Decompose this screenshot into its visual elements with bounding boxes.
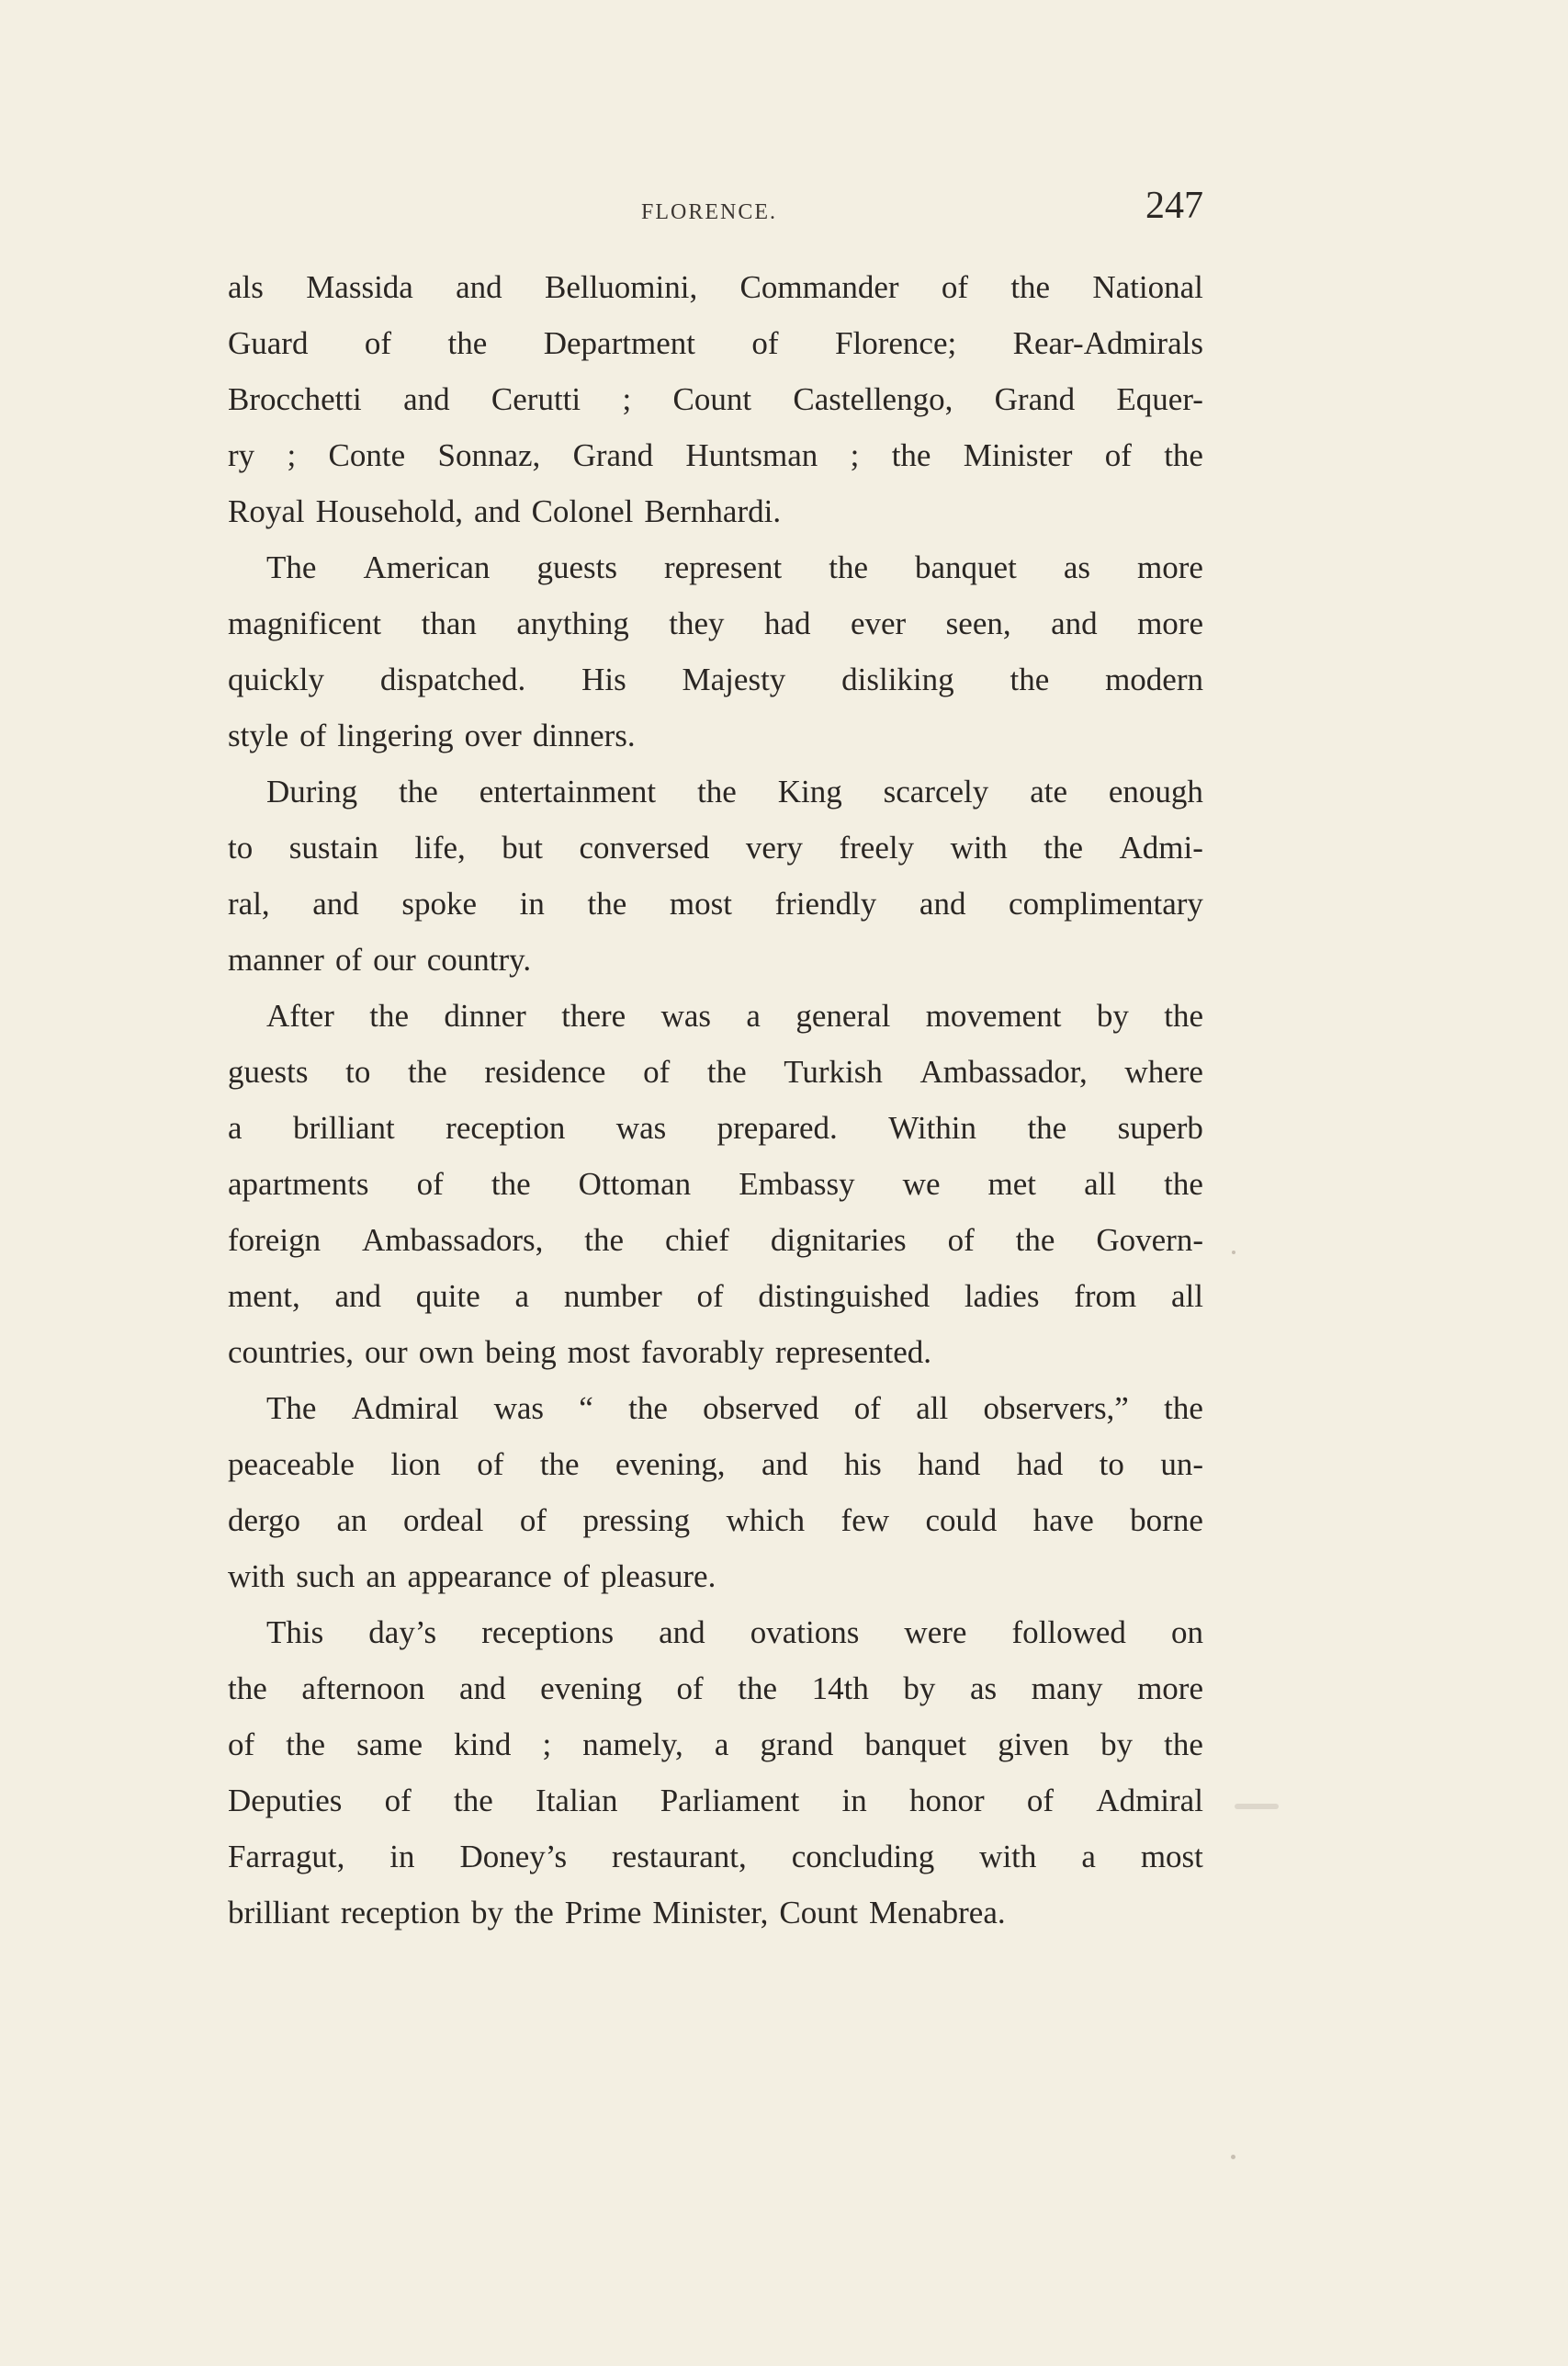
word: had xyxy=(763,606,811,641)
word: scarcely xyxy=(883,774,989,809)
word: of xyxy=(416,1166,444,1202)
word: the xyxy=(829,549,868,585)
word: Deputies xyxy=(228,1783,343,1818)
text-line xyxy=(228,1044,1203,1100)
word: dispatched. xyxy=(379,662,526,697)
word: with xyxy=(228,1558,286,1594)
word: un- xyxy=(1160,1446,1203,1482)
word: Rear-Admirals xyxy=(1012,325,1203,361)
word: This xyxy=(266,1614,324,1650)
word: borne xyxy=(1130,1502,1203,1538)
word: observed xyxy=(703,1390,819,1426)
word: have xyxy=(1032,1502,1094,1538)
word: Cerutti xyxy=(491,381,581,417)
word: of xyxy=(751,325,779,361)
word: ; xyxy=(542,1726,552,1762)
word: of xyxy=(947,1222,975,1258)
word: ment, xyxy=(228,1278,300,1314)
word: the xyxy=(1043,830,1084,866)
word: from xyxy=(1074,1278,1137,1314)
word: Royal xyxy=(228,493,305,529)
word: and xyxy=(474,493,521,529)
text-line xyxy=(228,1660,1203,1716)
word: Farragut, xyxy=(228,1839,345,1874)
word: ladies xyxy=(964,1278,1040,1314)
text-line xyxy=(228,259,1203,315)
word: by xyxy=(1100,1726,1134,1762)
word: day’s xyxy=(368,1614,437,1650)
word: lion xyxy=(390,1446,441,1482)
word: dignitaries xyxy=(770,1222,907,1258)
text-line xyxy=(228,932,1203,988)
word: Count xyxy=(779,1895,858,1930)
word: of xyxy=(941,269,969,305)
word: ; xyxy=(287,437,297,473)
word: most xyxy=(1140,1839,1203,1874)
word: Prime xyxy=(564,1895,642,1930)
text-line xyxy=(228,595,1203,651)
word: of xyxy=(562,1558,590,1594)
word: our xyxy=(365,1334,408,1370)
text-line xyxy=(228,651,1203,708)
word: Grand xyxy=(994,381,1076,417)
word: Commander xyxy=(739,269,899,305)
word: were xyxy=(904,1614,967,1650)
word: was xyxy=(660,998,711,1034)
word: of xyxy=(696,1278,724,1314)
word: grand xyxy=(760,1726,834,1762)
text-line xyxy=(228,820,1203,876)
word: they xyxy=(669,606,725,641)
word: had xyxy=(1016,1446,1064,1482)
word: a xyxy=(514,1278,530,1314)
word: style xyxy=(228,718,289,753)
word: Ambassador, xyxy=(919,1054,1088,1090)
word: met xyxy=(987,1166,1037,1202)
word: ovations xyxy=(750,1614,860,1650)
word: Guard xyxy=(228,325,309,361)
word: as xyxy=(1063,549,1090,585)
word: lingering xyxy=(337,718,454,753)
text-line xyxy=(228,1492,1203,1548)
word: Minister, xyxy=(652,1895,769,1930)
word: superb xyxy=(1117,1110,1203,1146)
word: pressing xyxy=(582,1502,691,1538)
paper-smudge xyxy=(1235,1804,1279,1809)
word: represented. xyxy=(774,1334,931,1370)
word: magnificent xyxy=(228,606,382,641)
word: Massida xyxy=(306,269,413,305)
word: the xyxy=(228,1670,267,1706)
word: represent xyxy=(663,549,783,585)
word: evening xyxy=(540,1670,642,1706)
word: all xyxy=(1171,1278,1203,1314)
word: Embassy xyxy=(739,1166,855,1202)
paper-speck xyxy=(1231,2155,1235,2159)
word: quickly xyxy=(228,662,324,697)
word: Sonnaz, xyxy=(437,437,541,473)
word: a xyxy=(746,998,761,1034)
word: Doney’s xyxy=(459,1839,568,1874)
word: in xyxy=(519,886,545,922)
word: entertainment xyxy=(479,774,657,809)
word: few xyxy=(840,1502,890,1538)
word: and xyxy=(334,1278,382,1314)
word: the xyxy=(407,1054,447,1090)
word: National xyxy=(1092,269,1203,305)
word: guests xyxy=(228,1054,309,1090)
word: of xyxy=(384,1783,412,1818)
text-line xyxy=(228,1380,1203,1436)
word: 14th xyxy=(811,1670,869,1706)
word: to xyxy=(228,830,254,866)
word: movement xyxy=(925,998,1062,1034)
word: and xyxy=(1051,606,1098,641)
word: chief xyxy=(665,1222,729,1258)
word: of xyxy=(334,942,363,978)
word: dinners. xyxy=(532,718,636,753)
word: in xyxy=(841,1783,867,1818)
word: the xyxy=(1010,662,1050,697)
text-line xyxy=(228,1324,1203,1380)
word: over xyxy=(464,718,522,753)
word: namely, xyxy=(582,1726,683,1762)
word: dergo xyxy=(228,1502,301,1538)
word: Admiral xyxy=(1096,1783,1203,1818)
word: and xyxy=(459,1670,506,1706)
word: with xyxy=(950,830,1008,866)
text-line xyxy=(228,1716,1203,1772)
word: the xyxy=(587,886,627,922)
word: with xyxy=(979,1839,1037,1874)
word: reception xyxy=(446,1110,566,1146)
word: His xyxy=(581,662,626,697)
word: the xyxy=(454,1783,493,1818)
word: ry xyxy=(228,437,255,473)
word: American xyxy=(363,549,491,585)
word: where xyxy=(1124,1054,1203,1090)
word: banquet xyxy=(864,1726,967,1762)
word: The xyxy=(266,549,317,585)
word: Florence; xyxy=(835,325,957,361)
word: the xyxy=(514,1895,554,1930)
word: complimentary xyxy=(1009,886,1203,922)
word: Turkish xyxy=(784,1054,883,1090)
word: of xyxy=(299,718,327,753)
word: Household, xyxy=(315,493,464,529)
word: The xyxy=(266,1390,317,1426)
word: Castellengo, xyxy=(793,381,953,417)
word: own xyxy=(418,1334,474,1370)
word: Menabrea. xyxy=(868,1895,1006,1930)
word: on xyxy=(1170,1614,1203,1650)
word: residence xyxy=(484,1054,606,1090)
word: all xyxy=(916,1390,949,1426)
word: to xyxy=(1099,1446,1124,1482)
word: Ottoman xyxy=(578,1166,692,1202)
word: manner xyxy=(228,942,324,978)
word: kind xyxy=(454,1726,512,1762)
word: of xyxy=(1104,437,1132,473)
word: by xyxy=(1096,998,1129,1034)
word: the xyxy=(1164,1390,1203,1426)
word: the xyxy=(369,998,410,1034)
word: of xyxy=(477,1446,504,1482)
word: in xyxy=(389,1839,415,1874)
word: the xyxy=(399,774,438,809)
text-line xyxy=(228,876,1203,932)
word: disliking xyxy=(841,662,954,697)
word: anything xyxy=(516,606,629,641)
word: Count xyxy=(672,381,752,417)
word: spoke xyxy=(401,886,478,922)
word: reception xyxy=(340,1895,461,1930)
word: favorably xyxy=(640,1334,764,1370)
word: prepared. xyxy=(716,1110,838,1146)
word: Admi- xyxy=(1119,830,1203,866)
word: the xyxy=(1164,1726,1203,1762)
word: there xyxy=(561,998,626,1034)
word: apartments xyxy=(228,1166,369,1202)
word: more xyxy=(1137,1670,1203,1706)
word: Govern- xyxy=(1096,1222,1203,1258)
word: ; xyxy=(850,437,860,473)
word: our xyxy=(373,942,416,978)
word: ral, xyxy=(228,886,270,922)
word: enough xyxy=(1108,774,1203,809)
word: Within xyxy=(888,1110,977,1146)
word: banquet xyxy=(915,549,1017,585)
word: Grand xyxy=(572,437,654,473)
word: and xyxy=(403,381,450,417)
word: given xyxy=(998,1726,1069,1762)
word: dinner xyxy=(444,998,526,1034)
word: the xyxy=(286,1726,326,1762)
word: country. xyxy=(426,942,532,978)
text-line xyxy=(228,1100,1203,1156)
text-line xyxy=(228,708,1203,764)
word: friendly xyxy=(774,886,877,922)
text-line xyxy=(228,371,1203,427)
word: the xyxy=(1164,437,1203,473)
word: life, xyxy=(414,830,466,866)
word: by xyxy=(471,1895,504,1930)
word: being xyxy=(484,1334,557,1370)
word: by xyxy=(903,1670,936,1706)
word: of xyxy=(676,1670,704,1706)
word: of xyxy=(853,1390,881,1426)
word: we xyxy=(902,1166,941,1202)
word: distinguished xyxy=(758,1278,931,1314)
word: a xyxy=(714,1726,729,1762)
word: Equer- xyxy=(1116,381,1203,417)
word: brilliant xyxy=(292,1110,395,1146)
word: the xyxy=(1015,1222,1055,1258)
word: of xyxy=(364,325,392,361)
word: Majesty xyxy=(682,662,786,697)
word: the xyxy=(706,1054,747,1090)
word: conversed xyxy=(579,830,710,866)
word: Parliament xyxy=(660,1783,800,1818)
word: appearance xyxy=(407,1558,552,1594)
word: ever xyxy=(850,606,907,641)
word: all xyxy=(1084,1166,1117,1202)
word: the xyxy=(584,1222,625,1258)
text-line xyxy=(228,764,1203,820)
word: a xyxy=(1081,1839,1096,1874)
word: and xyxy=(919,886,966,922)
word: Conte xyxy=(328,437,406,473)
word: which xyxy=(726,1502,806,1538)
word: Bernhardi. xyxy=(644,493,782,529)
word: and xyxy=(761,1446,808,1482)
text-line xyxy=(228,1772,1203,1828)
word: sustain xyxy=(288,830,378,866)
word: modern xyxy=(1105,662,1203,697)
word: the xyxy=(491,1166,531,1202)
word: the xyxy=(697,774,737,809)
word: Admiral xyxy=(351,1390,459,1426)
text-line xyxy=(228,1548,1203,1604)
word: evening, xyxy=(615,1446,726,1482)
text-line xyxy=(228,427,1203,483)
text-line xyxy=(228,1156,1203,1212)
word: number xyxy=(563,1278,662,1314)
word: the xyxy=(447,325,488,361)
word: more xyxy=(1137,549,1203,585)
word: ate xyxy=(1030,774,1067,809)
body-text xyxy=(228,259,1203,1941)
word: the xyxy=(628,1390,668,1426)
page-number: 247 xyxy=(1145,185,1203,227)
word: many xyxy=(1031,1670,1103,1706)
word: concluding xyxy=(791,1839,935,1874)
word: restaurant, xyxy=(612,1839,747,1874)
word: “ xyxy=(579,1390,593,1426)
word: honor xyxy=(909,1783,985,1818)
word: of xyxy=(228,1726,255,1762)
running-head: FLORENCE. xyxy=(641,200,778,224)
word: his xyxy=(843,1446,882,1482)
word: the xyxy=(891,437,931,473)
word: observers,” xyxy=(983,1390,1129,1426)
word: peaceable xyxy=(228,1446,355,1482)
word: After xyxy=(266,998,334,1034)
text-line xyxy=(228,483,1203,539)
paper-speck xyxy=(1232,1251,1235,1254)
word: King xyxy=(777,774,842,809)
word: During xyxy=(266,774,358,809)
word: hand xyxy=(918,1446,981,1482)
word: of xyxy=(643,1054,671,1090)
word: the xyxy=(1010,269,1051,305)
word: followed xyxy=(1011,1614,1126,1650)
text-line xyxy=(228,315,1203,371)
text-line xyxy=(228,1604,1203,1660)
word: the xyxy=(539,1446,580,1482)
word: countries, xyxy=(228,1334,355,1370)
text-line xyxy=(228,1885,1203,1941)
word: quite xyxy=(415,1278,480,1314)
word: to xyxy=(345,1054,371,1090)
word: of xyxy=(1026,1783,1055,1818)
word: Department xyxy=(543,325,695,361)
word: such xyxy=(296,1558,355,1594)
word: general xyxy=(795,998,891,1034)
text-line xyxy=(228,988,1203,1044)
word: als xyxy=(228,269,264,305)
word: Belluomini, xyxy=(544,269,698,305)
word: could xyxy=(925,1502,998,1538)
word: guests xyxy=(536,549,617,585)
word: freely xyxy=(839,830,915,866)
word: more xyxy=(1137,606,1203,641)
word: an xyxy=(336,1502,367,1538)
word: Brocchetti xyxy=(228,381,362,417)
word: as xyxy=(970,1670,998,1706)
word: Ambassadors, xyxy=(362,1222,544,1258)
word: and xyxy=(456,269,502,305)
word: Italian xyxy=(536,1783,618,1818)
word: Huntsman xyxy=(685,437,818,473)
word: an xyxy=(366,1558,397,1594)
word: was xyxy=(615,1110,667,1146)
text-line xyxy=(228,1828,1203,1885)
word: seen, xyxy=(945,606,1011,641)
page-header xyxy=(228,184,1203,239)
word: pleasure. xyxy=(600,1558,716,1594)
word: very xyxy=(745,830,804,866)
word: and xyxy=(312,886,359,922)
word: was xyxy=(493,1390,545,1426)
word: Minister xyxy=(963,437,1073,473)
word: of xyxy=(519,1502,547,1538)
word: most xyxy=(669,886,732,922)
word: the xyxy=(1027,1110,1067,1146)
word: brilliant xyxy=(228,1895,330,1930)
word: ; xyxy=(622,381,632,417)
text-line xyxy=(228,1436,1203,1492)
text-line xyxy=(228,1268,1203,1324)
word: ordeal xyxy=(402,1502,484,1538)
word: Colonel xyxy=(531,493,634,529)
word: a xyxy=(228,1110,243,1146)
word: foreign xyxy=(228,1222,321,1258)
word: receptions xyxy=(481,1614,615,1650)
word: most xyxy=(567,1334,630,1370)
word: same xyxy=(356,1726,423,1762)
word: the xyxy=(738,1670,778,1706)
text-line xyxy=(228,539,1203,595)
word: but xyxy=(502,830,543,866)
text-line xyxy=(228,1212,1203,1268)
word: and xyxy=(659,1614,705,1650)
word: than xyxy=(421,606,477,641)
word: afternoon xyxy=(301,1670,425,1706)
word: the xyxy=(1164,1166,1203,1202)
word: the xyxy=(1164,998,1203,1034)
